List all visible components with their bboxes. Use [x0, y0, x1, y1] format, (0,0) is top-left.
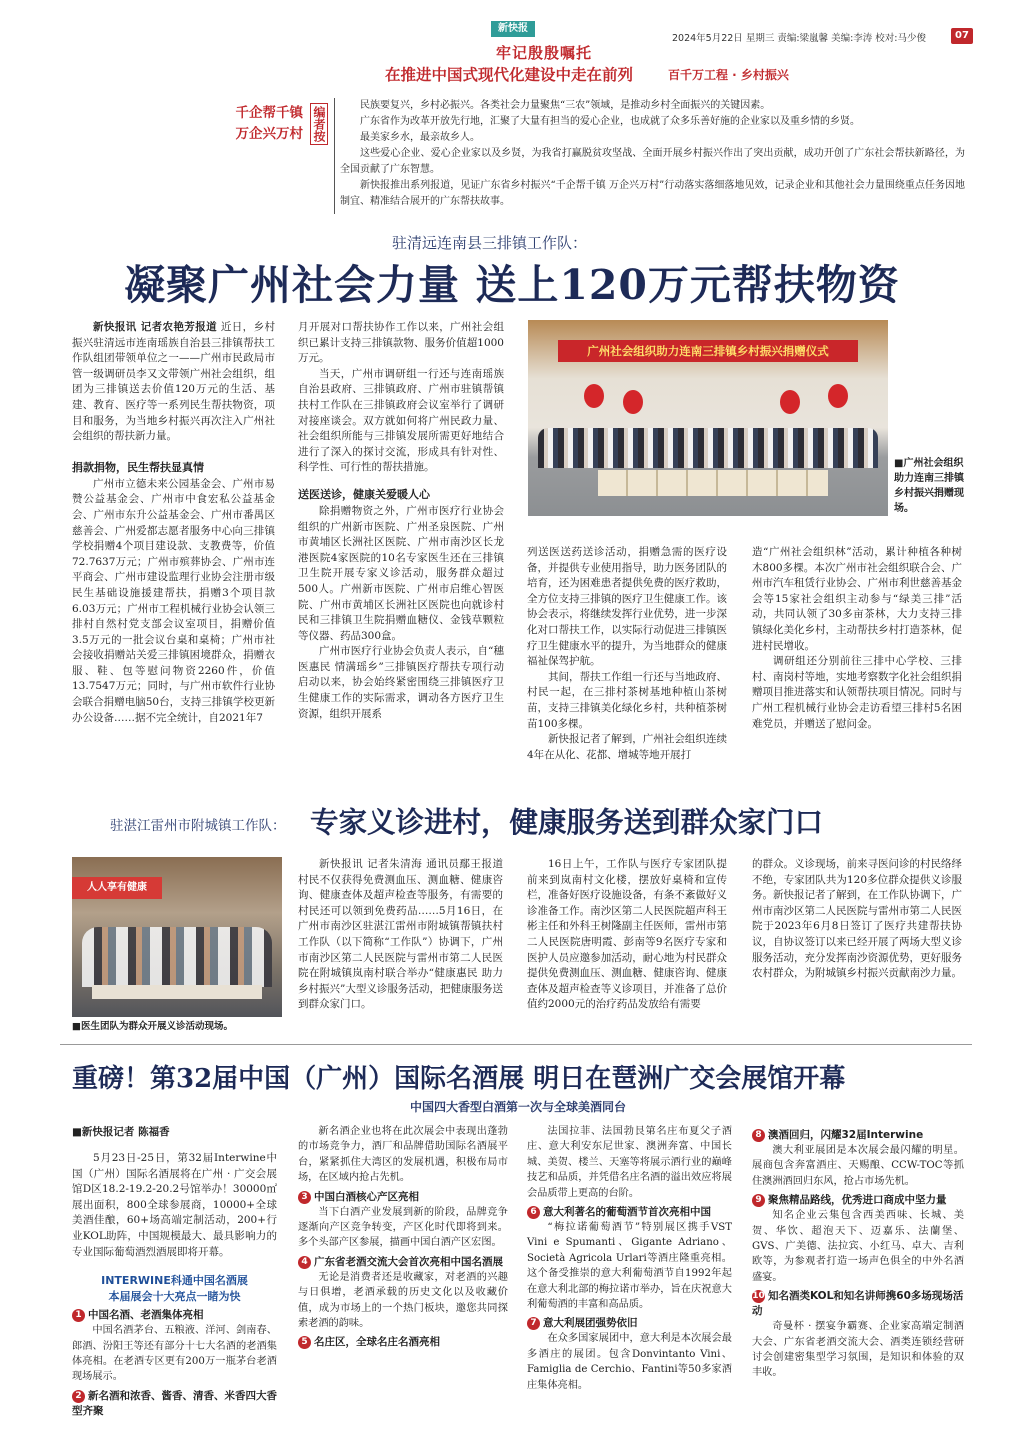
- article1-lead: [72, 320, 275, 445]
- article3-item-8-title: 澳酒回归，闪耀32届Interwine: [768, 1129, 924, 1141]
- article3-item-3-title: 中国白酒核心产区亮相: [314, 1190, 419, 1203]
- article3-item-10-title: 知名酒类KOL和知名讲师携60多场现场活动: [752, 1290, 964, 1318]
- article3-item-2-title: 新名酒和浓香、酱香、清香、米香四大香型齐聚: [72, 1389, 277, 1417]
- slogan-right: 百千万工程 · 乡村振兴: [668, 68, 789, 82]
- article3-item-1-text: 中国名酒茅台、五粮液、洋河、剑南春、郎酒、汾阳王等还有部分十七大名酒的老酒集体亮相。在老酒专区更有200万一瓶茅台老酒现场展示。: [72, 1325, 277, 1383]
- article3-item-7-text: 在众多国家展团中，意大利是本次展会最多酒庄的展团。包含Donvintanto Vini、Famiglia de Cerchio、Fantini等50多家酒庄集体亮相。: [527, 1333, 732, 1391]
- editor-note-p3: 最美家乡水，最亲故乡人。: [360, 132, 480, 143]
- article3-item-6: [527, 1204, 732, 1219]
- article3-col4: [752, 1124, 964, 1381]
- article3-col3: [527, 1124, 732, 1393]
- article3-item-5-text: 法国拉菲、法国勃艮第名庄布夏父子酒庄、意大利安东尼世家、澳洲奔富、中国长城、美贺、楼兰、天塞等将展示酒行业的巅峰技艺和品质，并凭借名庄名酒的溢出效应将展会品质带上更高的台阶。: [527, 1126, 732, 1199]
- photo-banner: 广州社会组织助力连南三排镇乡村振兴捐赠仪式: [558, 340, 858, 362]
- article3-col1: [72, 1124, 277, 1419]
- slogan-top: 牢记殷殷嘱托: [495, 44, 592, 62]
- article1-col2: [298, 320, 504, 722]
- photo-lantern-left2: [623, 390, 643, 414]
- article3-lead: 5月23日-25日，第32届Interwine中国（广州）国际名酒展将在广州 · 广交会展馆D区18.2-19.2-20.2号馆举办！30000㎡展出面积，800全球参展商，10000+全球美酒佳酿，60+场高端定制活动，200+行业KOL助阵，中国规模最大、最具影响力的专业国际葡萄酒烈酒展即将开幕。: [72, 1152, 277, 1258]
- article3-item-4: [298, 1254, 508, 1269]
- article3-item-2: [72, 1388, 277, 1418]
- article3-item-3-text: 当下白酒产业发展到新的阶段，品牌竞争逐渐向产区竞争转变，产区化时代即将到来。多个头部产区参展，描画中国白酒产区宏图。: [298, 1206, 508, 1249]
- number-badge-5: 5: [298, 1336, 311, 1349]
- article1-col2-p1: 月开展对口帮扶协作工作以来，广州社会组织已累计支持三排镇款物、服务价值超1000万元。: [298, 321, 504, 365]
- number-badge-3: 3: [298, 1191, 311, 1204]
- article1-photo-caption: ■广州社会组织助力连南三排镇乡村振兴捐赠现场。: [894, 458, 964, 514]
- article1-headline: 凝聚广州社会力量 送上120万元帮扶物资: [124, 261, 900, 309]
- article1-subhead-1: 捐款捐物，民生帮扶显真情: [72, 460, 204, 474]
- editor-note-p2: 广东省作为改革开放先行地，汇聚了大量有担当的爱心企业，也成就了众多乐善好施的企业家以及重乡情的乡贤。: [360, 116, 860, 127]
- article3-item-1: [72, 1307, 277, 1322]
- article3-item-7-title: 意大利展团强势依旧: [543, 1317, 638, 1330]
- number-badge-10: 10: [752, 1291, 765, 1302]
- slogan-main: 在推进中国式现代化建设中走在前列: [385, 65, 634, 84]
- column-title-line1: 千企帮千镇: [235, 105, 303, 121]
- article3-item-5: [298, 1334, 508, 1349]
- number-badge-9: 9: [752, 1194, 765, 1207]
- article1-subhead-2: 送医送诊，健康关爱暖人心: [298, 487, 430, 501]
- article3-item-9-title: 聚焦精品路线，优秀进口商成中坚力量: [768, 1194, 947, 1207]
- article1-col2-p4: 广州市医疗行业协会负责人表示，自“穗医惠民 情满瑶乡”三排镇医疗帮扶专项行动启动以来，协会始终紧密围绕三排镇医疗卫生健康工作的实际需求，调动各方医疗卫生资源，组织开展系: [298, 645, 504, 720]
- editor-note-p4: 这些爱心企业、爱心企业家以及乡贤，为我省打赢脱贫攻坚战、全面开展乡村振兴作出了突出贡献，成功开创了广东社会帮扶新路径，为全国贡献了广东智慧。: [340, 148, 965, 175]
- editor-note-p5: 新快报推出系列报道，见证广东省乡村振兴“千企帮千镇 万企兴万村”行动落实落细落地见效，记录企业和其他社会力量围绕重点任务因地制宜、精准结合展开的广东帮扶故事。: [340, 180, 965, 207]
- date-line: 2024年5月22日 星期三 责编:梁嵐馨 美编:李涛 校对:马少俊: [672, 33, 926, 44]
- article2-col2: [527, 857, 727, 1013]
- article3-item-8-text: 澳大利亚展团是本次展会最闪耀的明星。展商包含奔富酒庄、天赐酿、CCW-TOC等抓住澳洲酒回归东风，抢占市场先机。: [752, 1145, 964, 1187]
- article1-byline: 新快报讯 记者农艳芳报道: [93, 321, 218, 333]
- number-badge-1: 1: [72, 1309, 85, 1322]
- article3-item-9-text: 知名企业云集包含西美西味、长城、美贺、华饮、超泡天下、迈嘉乐、法蘭堡、GVS、广美德、法拉宾、小红马、卓大、吉利欧等，为参观者打造一场声色俱全的中外名酒盛宴。: [752, 1210, 964, 1283]
- article2-col3-text: 的群众。义诊现场，前来寻医问诊的村民络绎不绝，专家团队共为120多位群众提供义诊服务。新快报记者了解到，在工作队协调下，广州市南沙区第二人民医院与雷州市第二人民医院于2023年6月8日签订了医疗共建帮扶协议，自协议签订以来已经开展了两场大型义诊服务活动，充分发挥南沙资源优势，更好服务农村群众，为附城镇乡村振兴贡献南沙力量。: [752, 858, 962, 980]
- article3-item-6-title: 意大利著名的葡萄酒节首次亮相中国: [543, 1206, 711, 1219]
- editor-note: [340, 98, 965, 210]
- page-number: 07: [951, 28, 973, 44]
- article2-col1-text: 新快报讯 记者朱清海 通讯员鄢王报道 村民不仅获得免费测血压、测血糖、健康咨询、健康查体及超声检查等服务，有需要的村民还可以领到免费药品……5月16日，在广州市南沙区驻湛江雷州市附城镇帮镇扶村工作队（以下简称“工作队”）协调下，广州市南沙区第二人民医院与雷州市第二人民医院在附城镇岚南村联合举办“健康惠民 助力乡村振兴”大型义诊服务活动，把健康服务送到群众家门口。: [298, 858, 503, 1011]
- masthead-tag: 新快报: [491, 21, 535, 37]
- article3-item-6-text: “梅拉诺葡萄酒节”特别展区携手VST Vini e Spumanti、Gigante Adriano、Società Agricola Urlari等酒庄隆重亮相。这个备受推崇的意大利葡萄酒节自1992年起在意大利北部的梅拉诺市举办，旨在庆祝意大利葡萄酒的丰富和高品质。: [527, 1222, 732, 1311]
- article3-box-title-1: INTERWINE科通中国名酒展: [101, 1274, 248, 1288]
- article1-col3-p3: 新快报记者了解到，广州社会组织连续4年在从化、花都、增城等地开展打: [527, 733, 727, 761]
- photo-lantern-left: [584, 384, 604, 408]
- photo-lantern-right: [828, 384, 848, 408]
- number-badge-6: 6: [527, 1206, 540, 1219]
- editor-note-label: 编者按: [310, 103, 328, 145]
- article3-item-5-title: 名庄区，全球名庄名酒亮相: [314, 1336, 440, 1349]
- article1-col3-p2: 其间，帮扶工作组一行还与当地政府、村民一起，在三排村茶树基地种植山茶树苗，支持三排镇美化绿化乡村，共种植茶树苗100多棵。: [527, 670, 727, 730]
- article1-col4-p2: 调研组还分别前往三排中心学校、三排村、南岗村等地，实地考察数字化社会组织捐赠项目推进落实和认领帮扶项目情况。同时与广州工程机械行业协会走访看望三排村5名困难党员，并赠送了慰问金。: [752, 655, 962, 730]
- editor-note-p1: 民族要复兴，乡村必振兴。各类社会力量聚焦“三农”领域，是推动乡村全面振兴的关键因素。: [360, 100, 771, 111]
- photo-lantern-right2: [780, 390, 800, 414]
- article3-item-9: [752, 1192, 964, 1207]
- article1-col2-p2: 当天，广州市调研组一行还与连南瑶族自治县政府、三排镇政府、广州市驻镇帮镇扶村工作队在三排镇政府会议室举行了调研对接座谈会。双方就如何将广州民政力量、社会组织所能与三排镇发展所需更好地结合进行了深入的探讨交流，形成具有针对性、科学性、可行性的帮扶措施。: [298, 367, 504, 474]
- editor-note-rule: [334, 98, 335, 214]
- article3-item-1-title: 中国名酒、老酒集体亮相: [88, 1309, 204, 1322]
- article2-photo-banner: 人人享有健康: [72, 877, 162, 899]
- article2-col2-text: 16日上午，工作队与医疗专家团队提前来到岚南村文化楼，摆放好桌椅和宣传栏，准备好医疗设施设备，有条不紊做好义诊准备工作。南沙区第二人民医院超声科王彬主任和外科王树隆副主任医师，雷州市第二人民医院唐明霞、彭南等9名医疗专家和医护人员应邀参加活动，耐心地为村民群众提供免费测血压、测血糖、健康咨询、健康查体及超声检查等义诊项目，并准备了总价值约2000元的治疗药品发放给有需要: [527, 858, 727, 1011]
- article3-item-10-text: 奇曼杯 · 摆宴争霸赛、企业家高端定制酒大会、广东省老酒交流大会、酒类连锁经营研讨会创建密集型学习氛围，是知识和体验的双丰收。: [752, 1321, 964, 1379]
- article1-col1: [72, 320, 275, 726]
- article3-item-8: [752, 1127, 964, 1142]
- number-badge-7: 7: [527, 1317, 540, 1330]
- article3-byline: ■新快报记者 陈福香: [72, 1126, 170, 1138]
- article3-item-10: [752, 1288, 964, 1318]
- article1-col4-p1: 造“广州社会组织林”活动，累计种植各种树木800多棵。本次广州市社会组织联合会、广州市汽车租赁行业协会、广州市利世慈善基金会等15家社会组织主动参与“绿美三排”活动，共同认领了30多亩茶林，大力支持三排镇绿化美化乡村，主动帮扶乡村打造茶林，促进村民增收。: [752, 546, 962, 652]
- article2-col1: [298, 857, 503, 1013]
- article2-photo-people: [82, 927, 272, 987]
- article2-photo: [72, 857, 282, 1017]
- photo-boxes: [598, 470, 828, 496]
- article2-photo-table: [92, 985, 262, 999]
- article3-item-4-title: 广东省老酒交流大会首次亮相中国名酒展: [314, 1255, 503, 1268]
- article3-item-7: [527, 1315, 732, 1330]
- article3-box-title-2: 本届展会十大亮点一睹为快: [108, 1290, 241, 1304]
- article1-col3-p1: 列送医送药送诊活动，捐赠急需的医疗设备，并提供专业使用指导，助力医务团队的培育，还为困难患者提供免费的医疗救助，全方位支持三排镇的医疗卫生健康工作。该协会表示，将继续发挥行业优势，进一步深化对口帮扶工作，以实际行动促进三排镇医疗卫生健康水平的提升，为当地群众的健康福祉保驾护航。: [527, 546, 727, 668]
- photo-crowd: [538, 428, 878, 468]
- number-badge-4: 4: [298, 1256, 311, 1269]
- article3-col2: [298, 1124, 508, 1350]
- column-title-line2: 万企兴万村: [235, 126, 303, 142]
- article3-rule: [60, 1044, 972, 1045]
- article3-item-4-text: 无论是消费者还是收藏家，对老酒的兴趣与日俱增，老酒承载的历史文化以及收藏价值，成为市场上的一个热门板块，邀您共同探索老酒的韵味。: [298, 1271, 508, 1330]
- number-badge-8: 8: [752, 1129, 765, 1142]
- article2-headline: 专家义诊进村，健康服务送到群众家门口: [310, 805, 824, 839]
- article3-item-3: [298, 1189, 508, 1204]
- article1-lead-text: 近日，乡村振兴驻清远市连南瑶族自治县三排镇帮扶工作队组团带领单位之一——广州市民政局市管一级调研员李又文带领广州社会组织，组团为三排镇送去价值120万元的生活、基建、教育、医疗等一系列民生帮扶物资，项目和服务，为当地乡村振兴再次注入广州社会组织的帮扶新力量。: [72, 321, 276, 443]
- article2-col3: [752, 857, 962, 982]
- article3-subhead: 中国四大香型白酒第一次与全球美酒同台: [409, 1100, 626, 1114]
- article1-col2-p3: 除捐赠物资之外，广州市医疗行业协会组织的广州新市医院、广州圣泉医院、广州市黄埔区长洲社区医院、广州市南沙区长龙港医院4家医院的10名专家医生还在三排镇卫生院开展专家义诊活动，服务群众超过500人。广州新市医院、广州市启维心智医院、广州市黄埔区长洲社区医院也向就诊村民和三排镇卫生院捐赠血糖仪、金钱草颗粒等仪器、药品300盒。: [298, 504, 504, 642]
- article1-col4: [752, 545, 962, 732]
- article1-col1-p2: 广州市立德未来公园基金会、广州市易赞公益基金会、广州市中食宏私公益基金会、广州市东升公益基金会、广州市番禺区慈善会、广州爱都志愿者服务中心向三排镇学校捐赠4个项目建设款、支教费等，价值72.7637万元；广州市殡葬协会、广州市连平商会、广州市建设监理行业协会注册市级民生基础设施援建帮扶，捐赠3个项目款6.03万元；广州市工程机械行业协会认领三排村自然村党支部会议室项目，捐赠价值3.5万元的一批会议台桌和桌椅；广州市社会接收捐赠站关爱三排镇困境群众，捐赠衣服、鞋、包等慰问物资2260件，价值13.7547万元；同时，与广州市软件行业协会联合捐赠电脑50台，支持三排镇学校更新办公设备……据不完全统计，自2021年7: [72, 477, 275, 724]
- column-title: [208, 103, 303, 145]
- number-badge-2: 2: [72, 1390, 85, 1403]
- article2-photo-caption: ■医生团队为群众开展义诊活动现场。: [72, 1021, 233, 1032]
- article3-item-2-text: 新名酒企业也将在此次展会中表现出蓬勃的市场竞争力，酒厂和品牌借助国际名酒展平台，紧紧抓住大湾区的发展机遇，积极布局市场，在区域内抢占先机。: [298, 1126, 508, 1184]
- article1-col3: [527, 545, 727, 763]
- article1-photo: [528, 320, 888, 516]
- article1-kicker: 驻清远连南县三排镇工作队：: [392, 234, 588, 252]
- article3-headline: 重磅！第32届中国（广州）国际名酒展 明日在琶洲广交会展馆开幕: [72, 1064, 846, 1094]
- article2-kicker: 驻湛江雷州市附城镇工作队：: [110, 818, 286, 834]
